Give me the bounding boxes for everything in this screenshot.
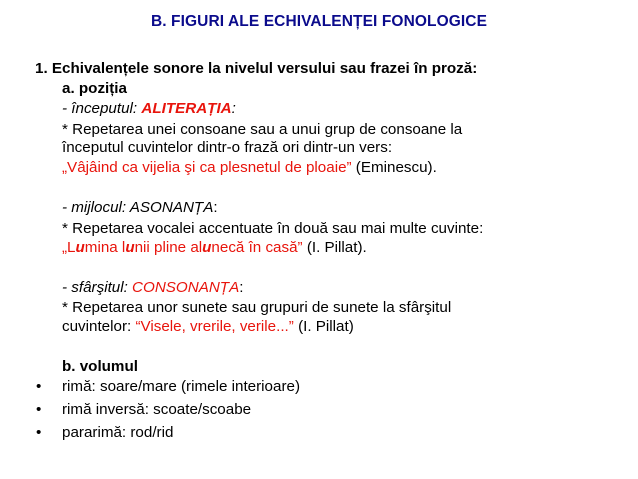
begin-example-quote: „Vâjâind ca vijelia şi ca plesnetul de ploaie” bbox=[62, 159, 352, 176]
begin-desc-line1: * Repetarea unei consoane sau a unui grup de consoane la bbox=[62, 121, 463, 138]
end-desc-line1: * Repetarea unor sunete sau grupuri de sunete la sfârşitul bbox=[62, 299, 452, 316]
item-end-suffix: : bbox=[239, 279, 244, 296]
middle-example-part-3: u bbox=[125, 239, 135, 256]
begin-example bbox=[62, 159, 437, 177]
begin-desc-line2: începutul cuvintelor dintr-o frază ori dintr-un vers: bbox=[62, 139, 393, 156]
middle-example-part-0: „L bbox=[62, 239, 76, 256]
section-a-label: a. poziția bbox=[62, 80, 127, 97]
bullet-text-0: rimă: soare/mare (rimele interioare) bbox=[62, 378, 301, 395]
heading-echivalente: 1. Echivalențele sonore la nivelul versului sau frazei în proză: bbox=[35, 60, 478, 77]
item-begin-label: începutul: bbox=[71, 100, 142, 117]
term-aliteratia: ALITERAȚIA bbox=[141, 100, 232, 117]
slide-title: B. FIGURI ALE ECHIVALENȚEI FONOLOGICE bbox=[150, 13, 488, 30]
middle-example-part-6: necă în casă” bbox=[211, 239, 303, 256]
end-desc-line2 bbox=[62, 318, 354, 336]
term-consonanta: CONSONANȚA bbox=[132, 279, 240, 296]
item-begin bbox=[62, 100, 236, 118]
middle-example-part-2: mina l bbox=[84, 239, 126, 256]
item-end bbox=[62, 279, 243, 297]
item-end-prefix: - bbox=[62, 279, 72, 296]
middle-example-part-5: u bbox=[202, 239, 212, 256]
bullet-item-1 bbox=[36, 401, 252, 419]
bullet-dot-icon: • bbox=[36, 378, 42, 395]
middle-example-source: (I. Pillat). bbox=[302, 239, 367, 256]
begin-example-source: (Eminescu). bbox=[351, 159, 437, 176]
middle-example-part-1: u bbox=[75, 239, 85, 256]
item-middle bbox=[62, 199, 218, 217]
item-middle-prefix: - bbox=[62, 199, 72, 216]
bullet-text-1: rimă inversă: scoate/scoabe bbox=[62, 401, 252, 418]
item-middle-suffix: : bbox=[213, 199, 218, 216]
item-begin-suffix: : bbox=[231, 100, 236, 117]
middle-desc-line1: * Repetarea vocalei accentuate în două sau mai multe cuvinte: bbox=[62, 220, 484, 237]
bullet-dot-icon: • bbox=[36, 401, 42, 418]
end-example-quote: “Visele, vrerile, verile...” bbox=[135, 318, 294, 335]
item-middle-label: mijlocul: ASONANȚA bbox=[71, 199, 214, 216]
middle-example bbox=[62, 239, 367, 257]
bullet-text-2: pararimă: rod/rid bbox=[62, 424, 174, 441]
item-end-label: sfârşitul: bbox=[71, 279, 133, 296]
section-b-label: b. volumul bbox=[62, 358, 138, 375]
bullet-item-0 bbox=[36, 378, 301, 396]
bullet-dot-icon: • bbox=[36, 424, 42, 441]
item-begin-prefix: - bbox=[62, 100, 72, 117]
end-desc-line2-start: cuvintelor: bbox=[62, 318, 136, 335]
middle-example-part-4: nii pline al bbox=[134, 239, 203, 256]
end-example-source: (I. Pillat) bbox=[293, 318, 354, 335]
bullet-item-2 bbox=[36, 424, 174, 442]
